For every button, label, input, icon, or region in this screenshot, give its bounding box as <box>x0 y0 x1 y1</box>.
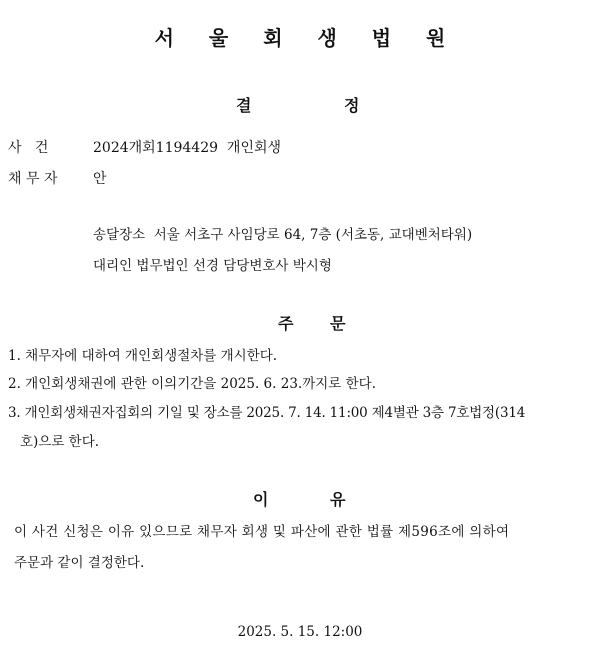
order-heading-left: 주 <box>278 314 294 333</box>
order-item-3: 3. 개인회생채권자집회의 기일 및 장소를 2025. 7. 14. 11:00 제4별관 3층 7호법정(314 <box>8 405 526 421</box>
order-heading-right: 문 <box>330 314 346 333</box>
reason-line-2: 주문과 같이 결정한다. <box>14 555 145 571</box>
reason-heading-left: 이 <box>253 490 269 509</box>
doc-title-left: 결 <box>236 96 252 115</box>
court-name: 서 울 회 생 법 원 <box>154 26 460 50</box>
case-label: 사 건 <box>8 140 49 156</box>
decision-date: 2025. 5. 15. 12:00 <box>237 624 363 640</box>
order-item-3-continued: 호)으로 한다. <box>20 434 100 450</box>
doc-title-right: 정 <box>344 96 360 115</box>
reason-heading-right: 유 <box>330 490 346 509</box>
delivery-agent: 대리인 법무법인 선경 담당변호사 박시형 <box>93 258 332 274</box>
delivery-address: 송달장소 서울 서초구 사임당로 64, 7층 (서초동, 교대벤처타워) <box>93 227 473 243</box>
reason-line-1: 이 사건 신청은 이유 있으므로 채무자 회생 및 파산에 관한 법률 제596조에 의하여 <box>14 524 510 540</box>
debtor-label: 채 무 자 <box>8 171 58 187</box>
order-item-2: 2. 개인회생채권에 관한 이의기간을 2025. 6. 23.까지로 한다. <box>8 376 376 392</box>
order-item-1: 1. 채무자에 대하여 개인회생절차를 개시한다. <box>8 348 278 364</box>
case-number: 2024개회1194429 개인회생 <box>93 140 282 156</box>
debtor-name: 안 <box>93 171 107 187</box>
